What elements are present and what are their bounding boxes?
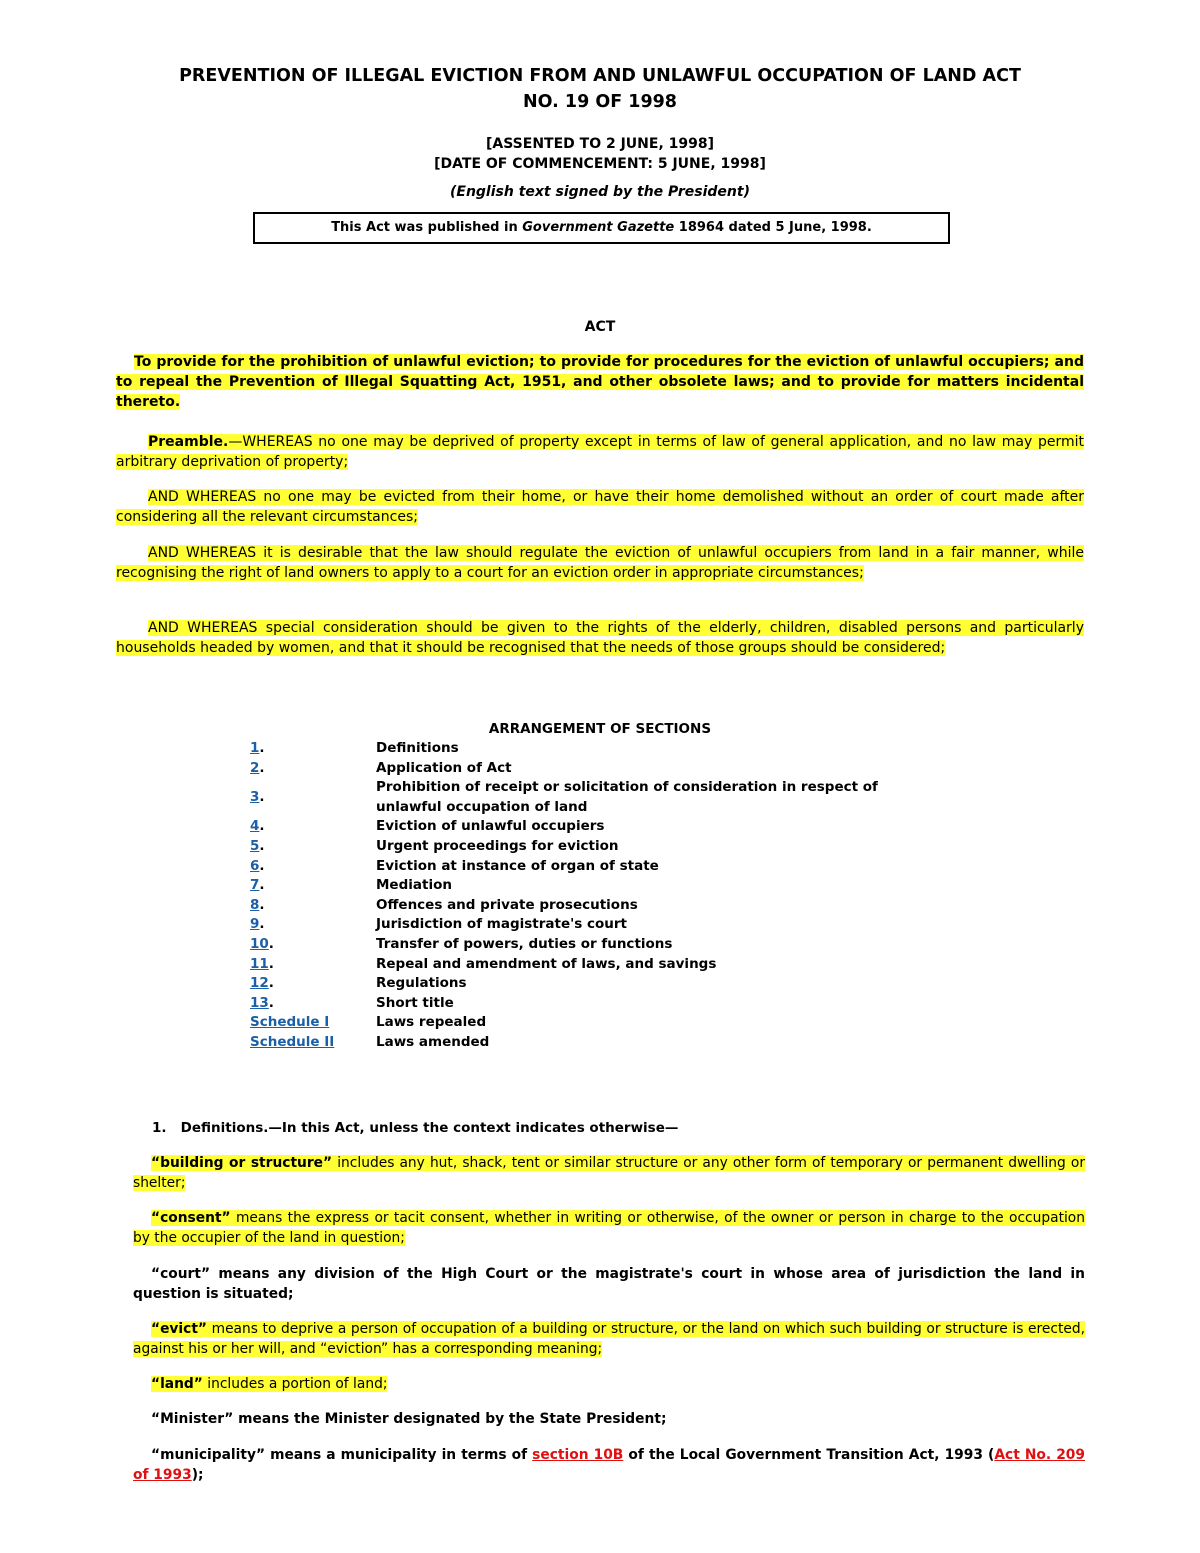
- toc-title: Transfer of powers, duties or functions: [376, 935, 673, 952]
- section-10b-link[interactable]: section 10B: [532, 1447, 624, 1463]
- toc-link[interactable]: 10: [250, 935, 269, 952]
- act-title-line2: NO. 19 OF 1998: [523, 92, 677, 112]
- whereas-text: AND WHEREAS it is desirable that the law should regulate the eviction of unlawful occupiers from land in a fair manner, while recognising the right of land owners to apply to a court for an eviction order in appropriate circumstances;: [116, 545, 1084, 581]
- toc-row: 3. Prohibition of receipt or solicitation of consideration in respect of unlawful occupation of land: [250, 778, 930, 817]
- toc-title: Eviction at instance of organ of state: [376, 857, 659, 874]
- toc-row: 10. Transfer of powers, duties or functions: [250, 935, 930, 955]
- toc-link[interactable]: 5: [250, 837, 260, 854]
- section-intro: —In this Act, unless the context indicates otherwise—: [268, 1120, 679, 1136]
- definition-term: “court”: [151, 1266, 211, 1282]
- gazette-prefix: This Act was published in: [331, 220, 523, 235]
- definition-text: means the express or tacit consent, whether in writing or otherwise, of the owner or person in charge to the occupation by the occupier of the land in question;: [133, 1210, 1085, 1246]
- toc-title: Jurisdiction of magistrate's court: [376, 916, 627, 933]
- toc-row: 5. Urgent proceedings for eviction: [250, 837, 930, 857]
- assented-date: [ASSENTED TO 2 JUNE, 1998]: [485, 136, 714, 152]
- definition-text: means a municipality in terms of: [265, 1447, 533, 1463]
- section-number: 1.: [152, 1120, 167, 1136]
- definition: [133, 1209, 1085, 1248]
- toc-row: [250, 1013, 930, 1033]
- definition-text: includes a portion of land;: [202, 1376, 388, 1392]
- toc-title: Regulations: [376, 975, 467, 992]
- definition-text: means any division of the High Court or the magistrate's court in whose area of jurisdiction the land in question is situated;: [133, 1266, 1085, 1302]
- toc-link[interactable]: 4: [250, 818, 260, 835]
- toc-title: Laws repealed: [376, 1014, 487, 1031]
- definition-term: “consent”: [151, 1210, 231, 1226]
- definition-text: includes any hut, shack, tent or similar structure or any other form of temporary or permanent dwelling or shelter;: [133, 1155, 1085, 1191]
- toc-title: Short title: [376, 994, 454, 1011]
- definition-term: “evict”: [151, 1321, 207, 1337]
- toc-title: Prohibition of receipt or solicitation of consideration in respect of unlawful occupation of land: [376, 779, 878, 815]
- gazette-suffix: 18964 dated 5 June, 1998.: [674, 220, 872, 235]
- toc-title: Urgent proceedings for eviction: [376, 837, 619, 854]
- toc-row: 13. Short title: [250, 994, 930, 1014]
- definition-text: );: [191, 1466, 204, 1483]
- preamble-label: Preamble.: [148, 434, 229, 450]
- definition: [133, 1375, 1085, 1395]
- long-title: [116, 352, 1084, 412]
- toc-link[interactable]: 12: [250, 975, 269, 992]
- toc-row: 12. Regulations: [250, 974, 930, 994]
- preamble-highlight: [116, 434, 1084, 470]
- preamble-text: —WHEREAS no one may be deprived of property except in terms of law of general application, and no law may permit arbitrary deprivation of property;: [116, 434, 1084, 470]
- toc-title: Application of Act: [376, 759, 512, 776]
- toc-link[interactable]: 7: [250, 877, 260, 894]
- definition-term: “land”: [151, 1376, 203, 1392]
- toc-row: 7. Mediation: [250, 876, 930, 896]
- toc-title: Definitions: [376, 740, 459, 756]
- commencement-date: [DATE OF COMMENCEMENT: 5 JUNE, 1998]: [434, 156, 766, 172]
- toc-row: 4. Eviction of unlawful occupiers: [250, 817, 930, 837]
- whereas-paragraph: [116, 544, 1084, 583]
- section-label: Definitions.: [180, 1120, 269, 1136]
- toc-title: Offences and private prosecutions: [376, 896, 638, 913]
- toc-row: 6. Eviction at instance of organ of state: [250, 857, 930, 877]
- act-title: [100, 63, 1100, 115]
- definition-term: “Minister”: [151, 1411, 234, 1427]
- toc-row: [250, 1033, 930, 1053]
- whereas-text: AND WHEREAS special consideration should be given to the rights of the elderly, children, disabled persons and particularly households headed by women, and that it should be recognised that the needs of those groups should be considered;: [116, 620, 1084, 656]
- toc-row: 9. Jurisdiction of magistrate's court: [250, 915, 930, 935]
- toc-link[interactable]: 6: [250, 857, 260, 874]
- definition: [133, 1265, 1085, 1304]
- whereas-text: AND WHEREAS no one may be evicted from their home, or have their home demolished without an order of court made after considering all the relevant circumstances;: [116, 489, 1084, 525]
- toc-row: 11. Repeal and amendment of laws, and savings: [250, 955, 930, 975]
- toc-link[interactable]: 9: [250, 916, 260, 933]
- definition: [133, 1154, 1085, 1193]
- toc-row: 1. Definitions: [250, 739, 930, 759]
- section-1-heading: [152, 1118, 678, 1138]
- toc-link[interactable]: 2: [250, 759, 260, 776]
- preamble: [116, 433, 1084, 472]
- definition-text: means the Minister designated by the State President;: [233, 1411, 667, 1427]
- toc-link[interactable]: 1: [250, 740, 260, 756]
- arrangement-table: [250, 739, 930, 1053]
- definition-text: means to deprive a person of occupation of a building or structure, or the land on which such building or structure is erected, against his or her will, and “eviction” has a corresponding meaning;: [133, 1321, 1085, 1357]
- definition-text: of the Local Government Transition Act, 1993 (: [623, 1447, 995, 1463]
- act-209-link[interactable]: Act No. 209 of 1993: [133, 1447, 1085, 1483]
- long-title-text: To provide for the prohibition of unlawful eviction; to provide for procedures for the eviction of unlawful occupiers; and to repeal the Prevention of Illegal Squatting Act, 1951, and other obsolete laws; and to provide for matters incidental thereto.: [116, 354, 1084, 410]
- toc-link[interactable]: 11: [250, 955, 269, 972]
- assent-block: [100, 134, 1100, 174]
- toc-link[interactable]: 3: [250, 788, 260, 805]
- whereas-paragraph: [116, 619, 1084, 658]
- definition: [133, 1320, 1085, 1359]
- whereas-paragraph: [116, 488, 1084, 527]
- act-title-line1: PREVENTION OF ILLEGAL EVICTION FROM AND UNLAWFUL OCCUPATION OF LAND ACT: [179, 66, 1021, 86]
- toc-row: 2. Application of Act: [250, 759, 930, 779]
- definition-term: “building or structure”: [151, 1155, 333, 1171]
- toc-title: Repeal and amendment of laws, and savings: [376, 955, 717, 972]
- toc-link[interactable]: Schedule I: [250, 1014, 330, 1031]
- arrangement-heading: ARRANGEMENT OF SECTIONS: [488, 721, 712, 737]
- toc-link[interactable]: 13: [250, 994, 269, 1011]
- definition-municipality: [133, 1446, 1085, 1485]
- signed-note: (English text signed by the President): [449, 184, 750, 200]
- gazette-notice-box: [253, 212, 950, 244]
- act-heading: ACT: [584, 319, 616, 335]
- toc-title: Laws amended: [376, 1033, 490, 1050]
- toc-link[interactable]: 8: [250, 896, 260, 913]
- toc-title: Eviction of unlawful occupiers: [376, 818, 605, 835]
- definition: [133, 1410, 1085, 1430]
- toc-row: 8. Offences and private prosecutions: [250, 896, 930, 916]
- definition-term: “municipality”: [151, 1447, 266, 1463]
- toc-link[interactable]: Schedule II: [250, 1033, 335, 1050]
- gazette-name: Government Gazette: [522, 220, 675, 235]
- toc-title: Mediation: [376, 877, 452, 894]
